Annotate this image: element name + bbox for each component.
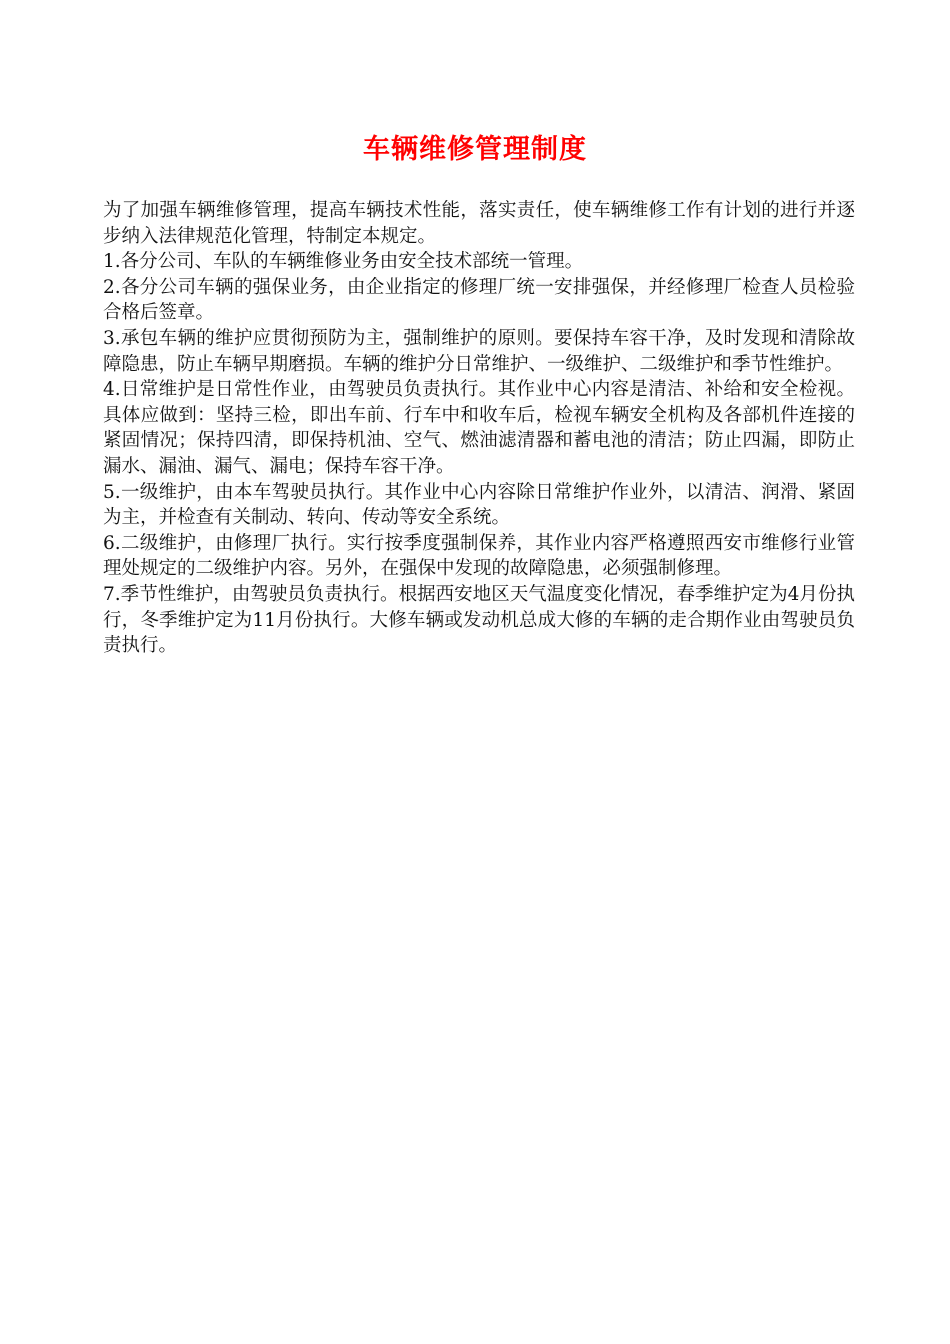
rule-6-paragraph: 6.二级维护，由修理厂执行。实行按季度强制保养，其作业内容严格遵照西安市维修行业管理处规定的二级维护内容。另外，在强保中发现的故障隐患，必须强制修理。 xyxy=(103,532,855,580)
document-title: 车辆维修管理制度 xyxy=(363,134,587,165)
rule-2-paragraph: 2.各分公司车辆的强保业务，由企业指定的修理厂统一安排强保，并经修理厂检查人员检验合格后签章。 xyxy=(103,276,855,324)
rule-1-paragraph: 1.各分公司、车队的车辆维修业务由安全技术部统一管理。 xyxy=(103,251,584,273)
rule-7-paragraph: 7.季节性维护，由驾驶员负责执行。根据西安地区天气温度变化情况，春季维护定为4月份执行，冬季维护定为11月份执行。大修车辆或发动机总成大修的车辆的走合期作业由驾驶员负责执行。 xyxy=(103,583,855,657)
document-body xyxy=(103,198,855,659)
intro-paragraph: 为了加强车辆维修管理，提高车辆技术性能，落实责任，使车辆维修工作有计划的进行并逐步纳入法律规范化管理，特制定本规定。 xyxy=(103,200,855,247)
rule-3-paragraph: 3.承包车辆的维护应贯彻预防为主，强制维护的原则。要保持车容干净，及时发现和清除故障隐患，防止车辆早期磨损。车辆的维护分日常维护、一级维护、二级维护和季节性维护。 xyxy=(103,327,855,375)
rule-4-paragraph: 4.日常维护是日常性作业，由驾驶员负责执行。其作业中心内容是清洁、补给和安全检视。具体应做到：坚持三检，即出车前、行车中和收车后，检视车辆安全机构及各部机件连接的紧固情况；保持四清，即保持机油、空气、燃油滤清器和蓄电池的清洁；防止四漏，即防止漏水、漏油、漏气、漏电；保持车容干净。 xyxy=(103,379,855,477)
rule-5-paragraph: 5.一级维护，由本车驾驶员执行。其作业中心内容除日常维护作业外，以清洁、润滑、紧固为主，并检查有关制动、转向、传动等安全系统。 xyxy=(103,481,855,529)
